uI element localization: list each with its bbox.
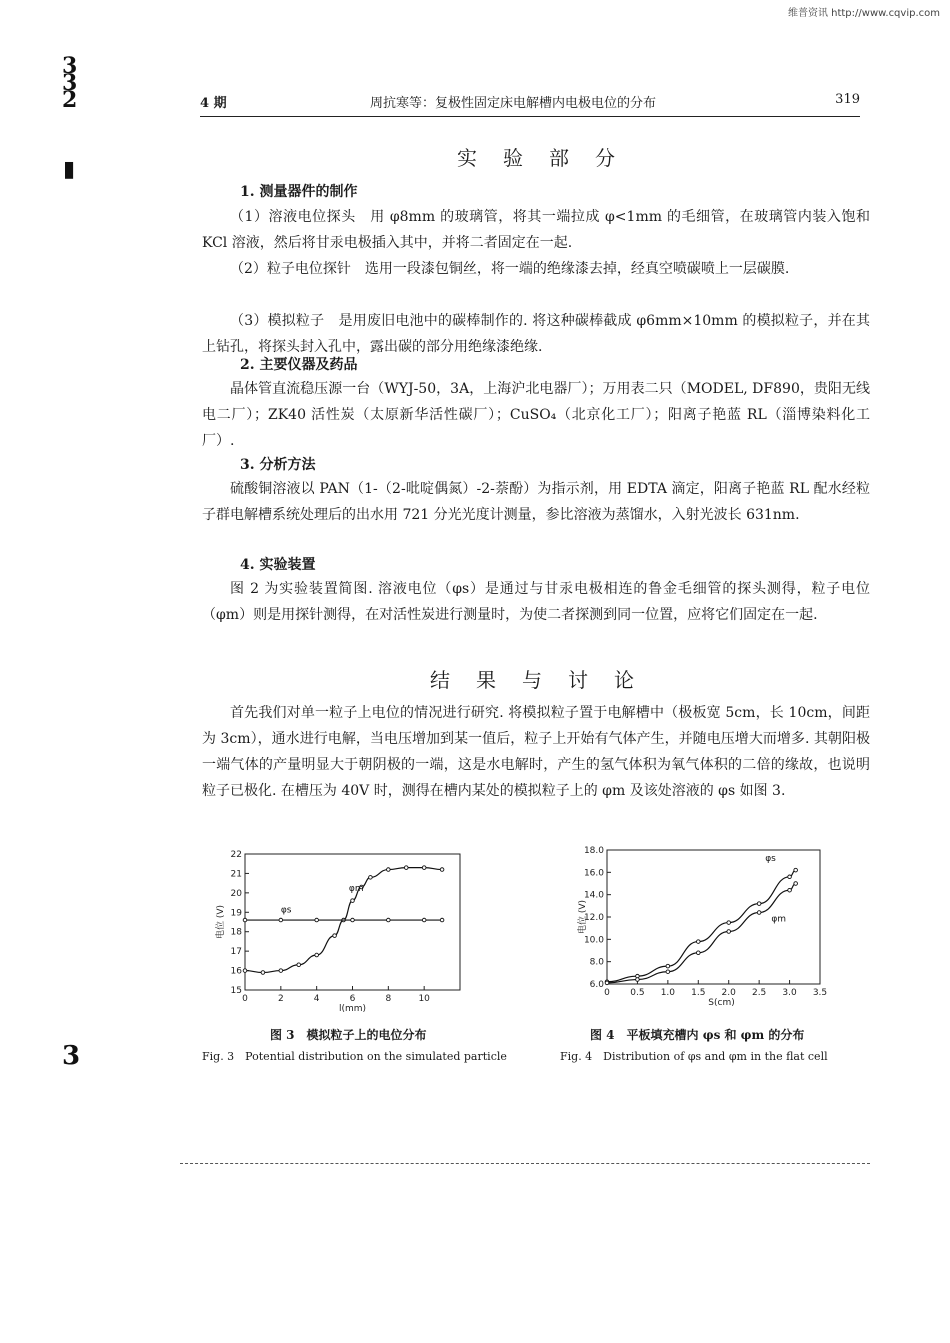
data-point	[315, 918, 319, 922]
running-header	[200, 92, 860, 117]
subheading-4: 4. 实验装置	[240, 557, 316, 573]
series-line-φs	[607, 870, 796, 982]
data-point	[333, 934, 337, 938]
data-point	[666, 964, 670, 968]
margin-mark-top: 3 3 2	[62, 53, 78, 113]
x-tick-label: 6	[349, 994, 356, 1004]
data-point	[757, 902, 761, 906]
x-tick-label: 2.5	[751, 988, 767, 998]
data-point	[315, 953, 319, 957]
y-tick-label: 17	[230, 947, 242, 958]
data-point	[440, 868, 444, 872]
data-point	[351, 899, 355, 903]
data-point	[696, 940, 700, 944]
y-tick-label: 6.0	[589, 980, 604, 990]
margin-mark-low: 3	[62, 1041, 81, 1071]
y-tick-label: 16	[230, 966, 242, 977]
paragraph-instruments: 晶体管直流稳压源一台（WYJ-50，3A，上海沪北电器厂）；万用表二只（MODEL, DF890，贵阳无线电二厂）；ZK40 活性炭（太原新华活性碳厂）；CuSO₄（北京化工厂）；阳离子艳蓝 RL（淄博染料化工厂）.	[202, 381, 870, 449]
x-tick-label: 0	[604, 988, 610, 998]
series-line-φm	[607, 884, 796, 983]
y-tick-label: 10.0	[583, 935, 604, 946]
section-title-experiment: 实验部分	[457, 146, 641, 170]
paragraph-needle: （2）粒子电位探针 选用一段漆包铜丝，将一端的绝缘漆去掉，经真空喷碳喷上一层碳膜.	[230, 261, 790, 277]
page-number: 319	[835, 92, 860, 107]
figure-3-caption-cn: 图 3 模拟粒子上的电位分布	[270, 1028, 427, 1042]
section-title-results: 结果与讨论	[430, 668, 660, 692]
data-point	[351, 918, 355, 922]
data-point	[757, 911, 761, 915]
data-point	[788, 875, 792, 879]
x-tick-label: 2	[277, 994, 284, 1004]
figure-4-caption-cn: 图 4 平板填充槽内 φs 和 φm 的分布	[590, 1028, 805, 1042]
data-point	[666, 970, 670, 974]
data-point	[794, 882, 798, 886]
data-point	[636, 978, 640, 982]
series-label: φm	[771, 914, 787, 925]
data-point	[279, 969, 283, 973]
paragraph-results: 首先我们对单一粒子上电位的情况进行研究. 将模拟粒子置于电解槽中（极板宽 5cm，长 10cm，间距为 3cm），通水进行电解，当电压增加到某一值后，粒子上开始有气体产生，并随电压增大而增多. 其朝阳极一端气体的产量明显大于朝阴极的一端，这是水电解时，产生的氢气体积为氧气体积的二倍的缘故，也说明粒子已极化. 在槽压为 40V 时，测得在槽内某处的模拟粒子上的 φm 及该处溶液的 φs 如图 3.	[202, 705, 870, 799]
y-tick-label: 21	[230, 869, 242, 880]
x-tick-label: 2.0	[721, 988, 736, 998]
data-point	[387, 918, 391, 922]
y-tick-label: 8.0	[589, 957, 604, 968]
y-tick-label: 18.0	[583, 846, 604, 856]
data-point	[605, 981, 609, 985]
x-tick-label: 3.0	[782, 988, 797, 998]
watermark: 维普资讯 http://www.cqvip.com	[787, 8, 940, 19]
data-point	[788, 888, 792, 892]
subheading-1: 1. 测量器件的制作	[240, 184, 358, 200]
x-tick-label: 1.5	[691, 988, 706, 998]
data-point	[243, 918, 247, 922]
footer-rule	[180, 1163, 870, 1164]
x-tick-label: 4	[313, 994, 320, 1004]
y-tick-label: 20	[230, 888, 242, 899]
series-label: φs	[765, 854, 776, 865]
x-tick-label: 10	[418, 994, 430, 1004]
data-point	[696, 951, 700, 955]
data-point	[727, 930, 731, 934]
y-tick-label: 16.0	[583, 868, 604, 879]
data-point	[261, 971, 265, 975]
y-axis-label: 电位 (V)	[216, 904, 226, 940]
x-tick-label: 1.0	[660, 988, 676, 998]
x-axis-label: S(cm)	[708, 998, 735, 1008]
data-point	[404, 866, 408, 870]
data-point	[422, 918, 426, 922]
data-point	[387, 868, 391, 872]
y-tick-label: 18	[230, 927, 242, 938]
data-point	[297, 963, 301, 967]
running-title: 周抗寒等：复极性固定床电解槽内电极电位的分布	[370, 96, 657, 111]
plot-frame	[607, 850, 820, 984]
y-tick-label: 19	[230, 908, 242, 919]
issue-number: 4 期	[200, 96, 227, 111]
x-tick-label: 0	[242, 994, 248, 1004]
x-axis-label: l(mm)	[338, 1004, 367, 1014]
paragraph-analysis: 硫酸铜溶液以 PAN（1-（2-吡啶偶氮）-2-萘酚）为指示剂，用 EDTA 滴定，阳离子艳蓝 RL 配水经粒子群电解槽系统处理后的出水用 721 分光光度计测量，参比溶液为蒸馏水，入射光波长 631nm.	[202, 481, 870, 523]
data-point	[369, 876, 373, 880]
figure-4-chart	[565, 840, 835, 1015]
margin-mark-mid: ▮	[63, 156, 76, 182]
data-point	[279, 918, 283, 922]
paragraph-apparatus: 图 2 为实验装置简图. 溶液电位（φs）是通过与甘汞电极相连的鲁金毛细管的探头测得，粒子电位（φm）则是用探针测得，在对活性炭进行测量时，为使二者探测到同一位置，应将它们固定在一起.	[202, 581, 870, 623]
y-tick-label: 12.0	[583, 913, 604, 923]
x-tick-label: 8	[385, 994, 392, 1004]
subheading-2: 2. 主要仪器及药品	[240, 357, 358, 373]
data-point	[243, 969, 247, 973]
figure-3-caption-en: Fig. 3 Potential distribution on the simulated particle	[202, 1050, 507, 1063]
x-tick-label: 3.5	[812, 988, 828, 998]
series-label: φs	[280, 905, 292, 916]
series-label: φm	[348, 883, 364, 894]
figure-4-caption-en: Fig. 4 Distribution of φs and φm in the flat cell	[560, 1050, 828, 1063]
x-tick-label: 0.5	[630, 988, 645, 998]
figure-3-chart	[215, 840, 485, 1020]
subheading-3: 3. 分析方法	[240, 457, 316, 473]
paragraph-particle: （3）模拟粒子 是用废旧电池中的碳棒制作的. 将这种碳棒截成 φ6mm×10mm 的模拟粒子，并在其上钻孔，将探头封入孔中，露出碳的部分用绝缘漆绝缘.	[202, 313, 870, 355]
data-point	[794, 868, 798, 872]
paragraph-probe: （1）溶液电位探头 用 φ8mm 的玻璃管，将其一端拉成 φ<1mm 的毛细管，在玻璃管内装入饱和 KCl 溶液，然后将甘汞电极插入其中，并将二者固定在一起.	[202, 209, 870, 251]
data-point	[422, 866, 426, 870]
y-tick-label: 15	[230, 986, 242, 996]
y-tick-label: 14.0	[583, 890, 604, 901]
y-axis-label: 电位 (V)	[578, 899, 588, 935]
data-point	[440, 918, 444, 922]
data-point	[727, 921, 731, 925]
y-tick-label: 22	[230, 850, 242, 860]
